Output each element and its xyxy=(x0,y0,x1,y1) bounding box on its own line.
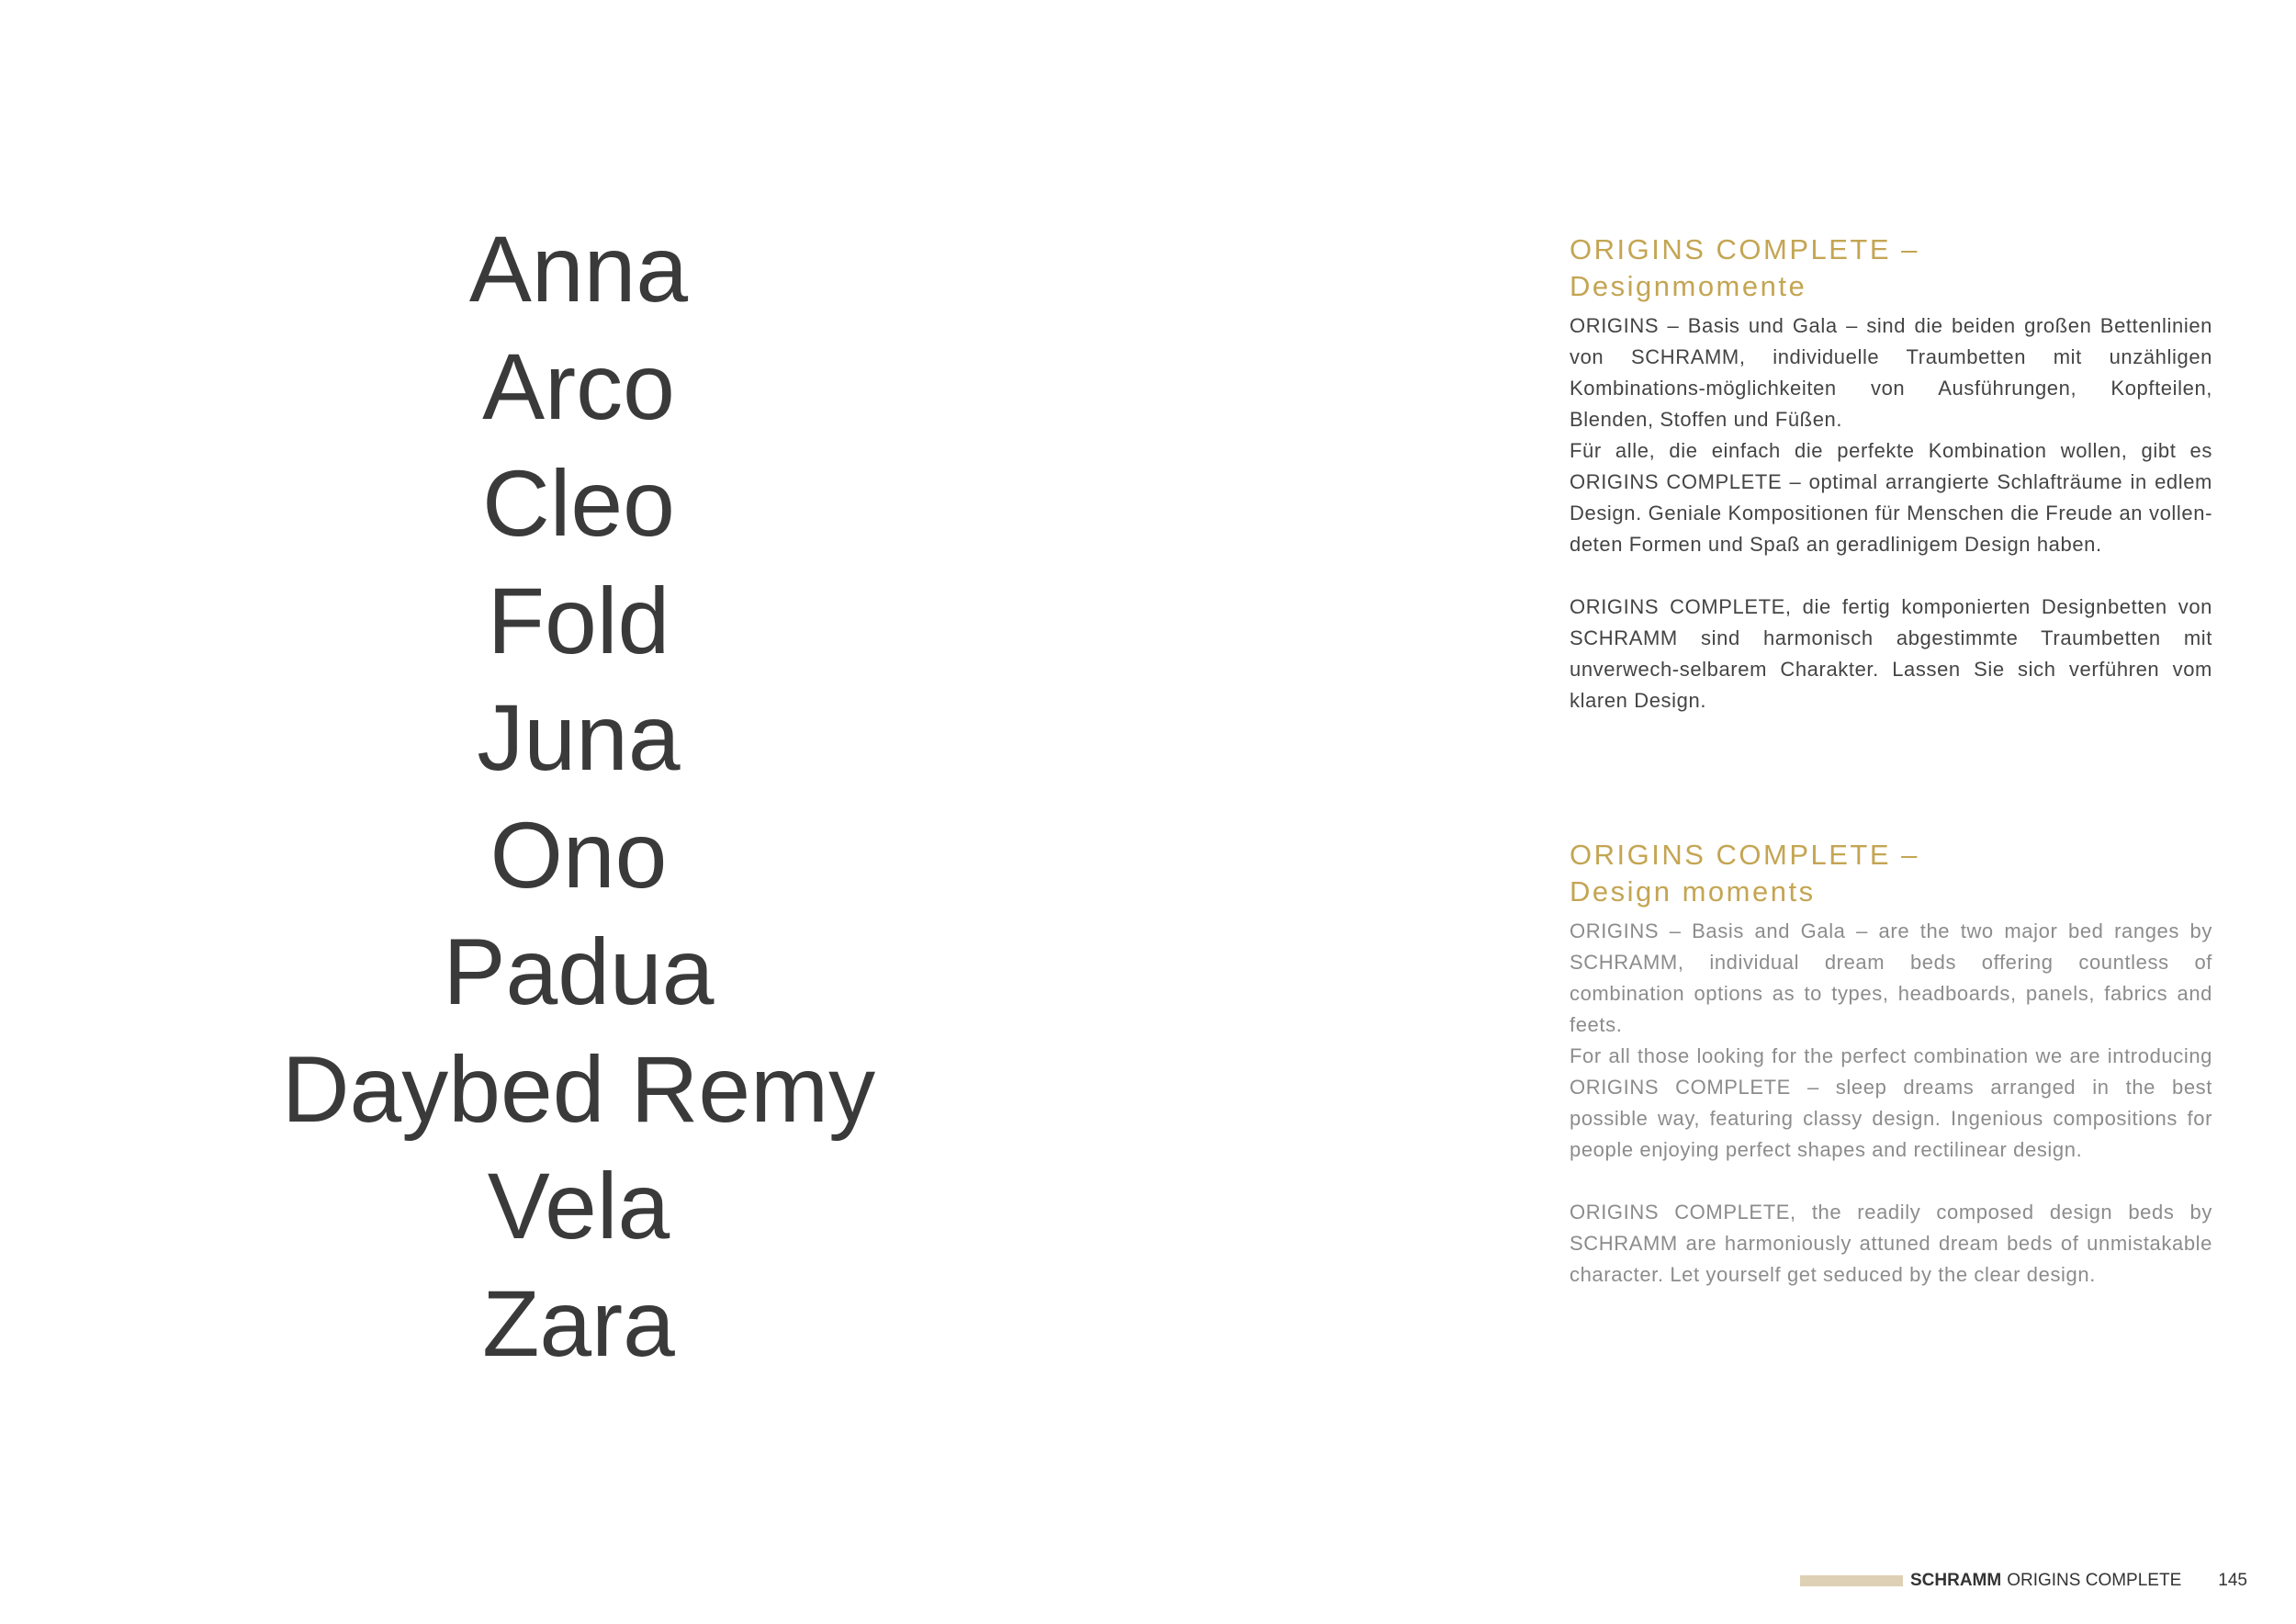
footer-brand: SCHRAMM xyxy=(1910,1571,2002,1590)
bed-name: Padua xyxy=(443,919,715,1024)
bed-name: Cleo xyxy=(482,451,675,556)
english-paragraph-2: For all those looking for the perfect combination we are introducing ORIGINS COMPLETE – sleep dreams arranged in the best possible way, featuring classy design. Ingenious compositions for people enjoying perfect shapes and rectilinear design. xyxy=(1570,1044,2212,1161)
german-section xyxy=(1570,231,2212,716)
german-paragraph-3: ORIGINS COMPLETE, die fertig komponierten Designbetten von SCHRAMM sind harmonisch abgestimmte Traumbetten mit unverwech-selbarem Charakter. Lassen Sie sich verführen vom klaren Design. xyxy=(1570,595,2212,712)
bed-names-list xyxy=(184,211,974,1382)
paragraph-spacer xyxy=(1570,560,2212,592)
english-paragraph-1: ORIGINS – Basis and Gala – are the two major bed ranges by SCHRAMM, individual dream beds offering countless of combination options as to types, headboards, panels, fabrics and feets. xyxy=(1570,919,2212,1036)
english-heading xyxy=(1570,837,2212,910)
english-heading-line2: Design moments xyxy=(1570,875,1816,908)
footer-accent-bar xyxy=(1800,1575,1903,1586)
bed-name: Ono xyxy=(490,802,668,908)
english-heading-line1: ORIGINS COMPLETE – xyxy=(1570,839,1919,871)
bed-name: Daybed Remy xyxy=(281,1036,876,1142)
bed-name: Zara xyxy=(482,1270,675,1376)
bed-name: Fold xyxy=(487,568,670,673)
german-heading-line2: Designmomente xyxy=(1570,270,1807,302)
german-paragraph-1: ORIGINS – Basis und Gala – sind die beiden großen Bettenlinien von SCHRAMM, individuelle Traumbetten mit unzähligen Kombinations-möglichkeiten von Ausführungen, Kopfteilen, Blenden, Stoffen und Füßen. xyxy=(1570,314,2212,431)
bed-name: Juna xyxy=(477,685,681,790)
english-paragraph-3: ORIGINS COMPLETE, the readily composed design beds by SCHRAMM are harmoniously attuned dream beds of unmistakable character. Let yourself get seduced by the clear design. xyxy=(1570,1201,2212,1286)
bed-name: Arco xyxy=(482,333,675,439)
page-footer xyxy=(1800,1569,2247,1593)
bed-name: Vela xyxy=(487,1154,670,1258)
english-section xyxy=(1570,837,2212,1291)
german-heading-line1: ORIGINS COMPLETE – xyxy=(1570,233,1919,265)
paragraph-spacer xyxy=(1570,1166,2212,1197)
page-number: 145 xyxy=(2218,1571,2247,1590)
bed-name: Anna xyxy=(468,217,689,321)
german-paragraph-2: Für alle, die einfach die perfekte Kombination wollen, gibt es ORIGINS COMPLETE – optimal arrangierte Schlafträume in edlem Design. Geniale Kompositionen für Menschen die Freude an vollen-deten Formen und Spaß an geradlinigem Design haben. xyxy=(1570,439,2212,556)
german-heading xyxy=(1570,231,2212,305)
footer-product: ORIGINS COMPLETE xyxy=(2007,1571,2182,1590)
